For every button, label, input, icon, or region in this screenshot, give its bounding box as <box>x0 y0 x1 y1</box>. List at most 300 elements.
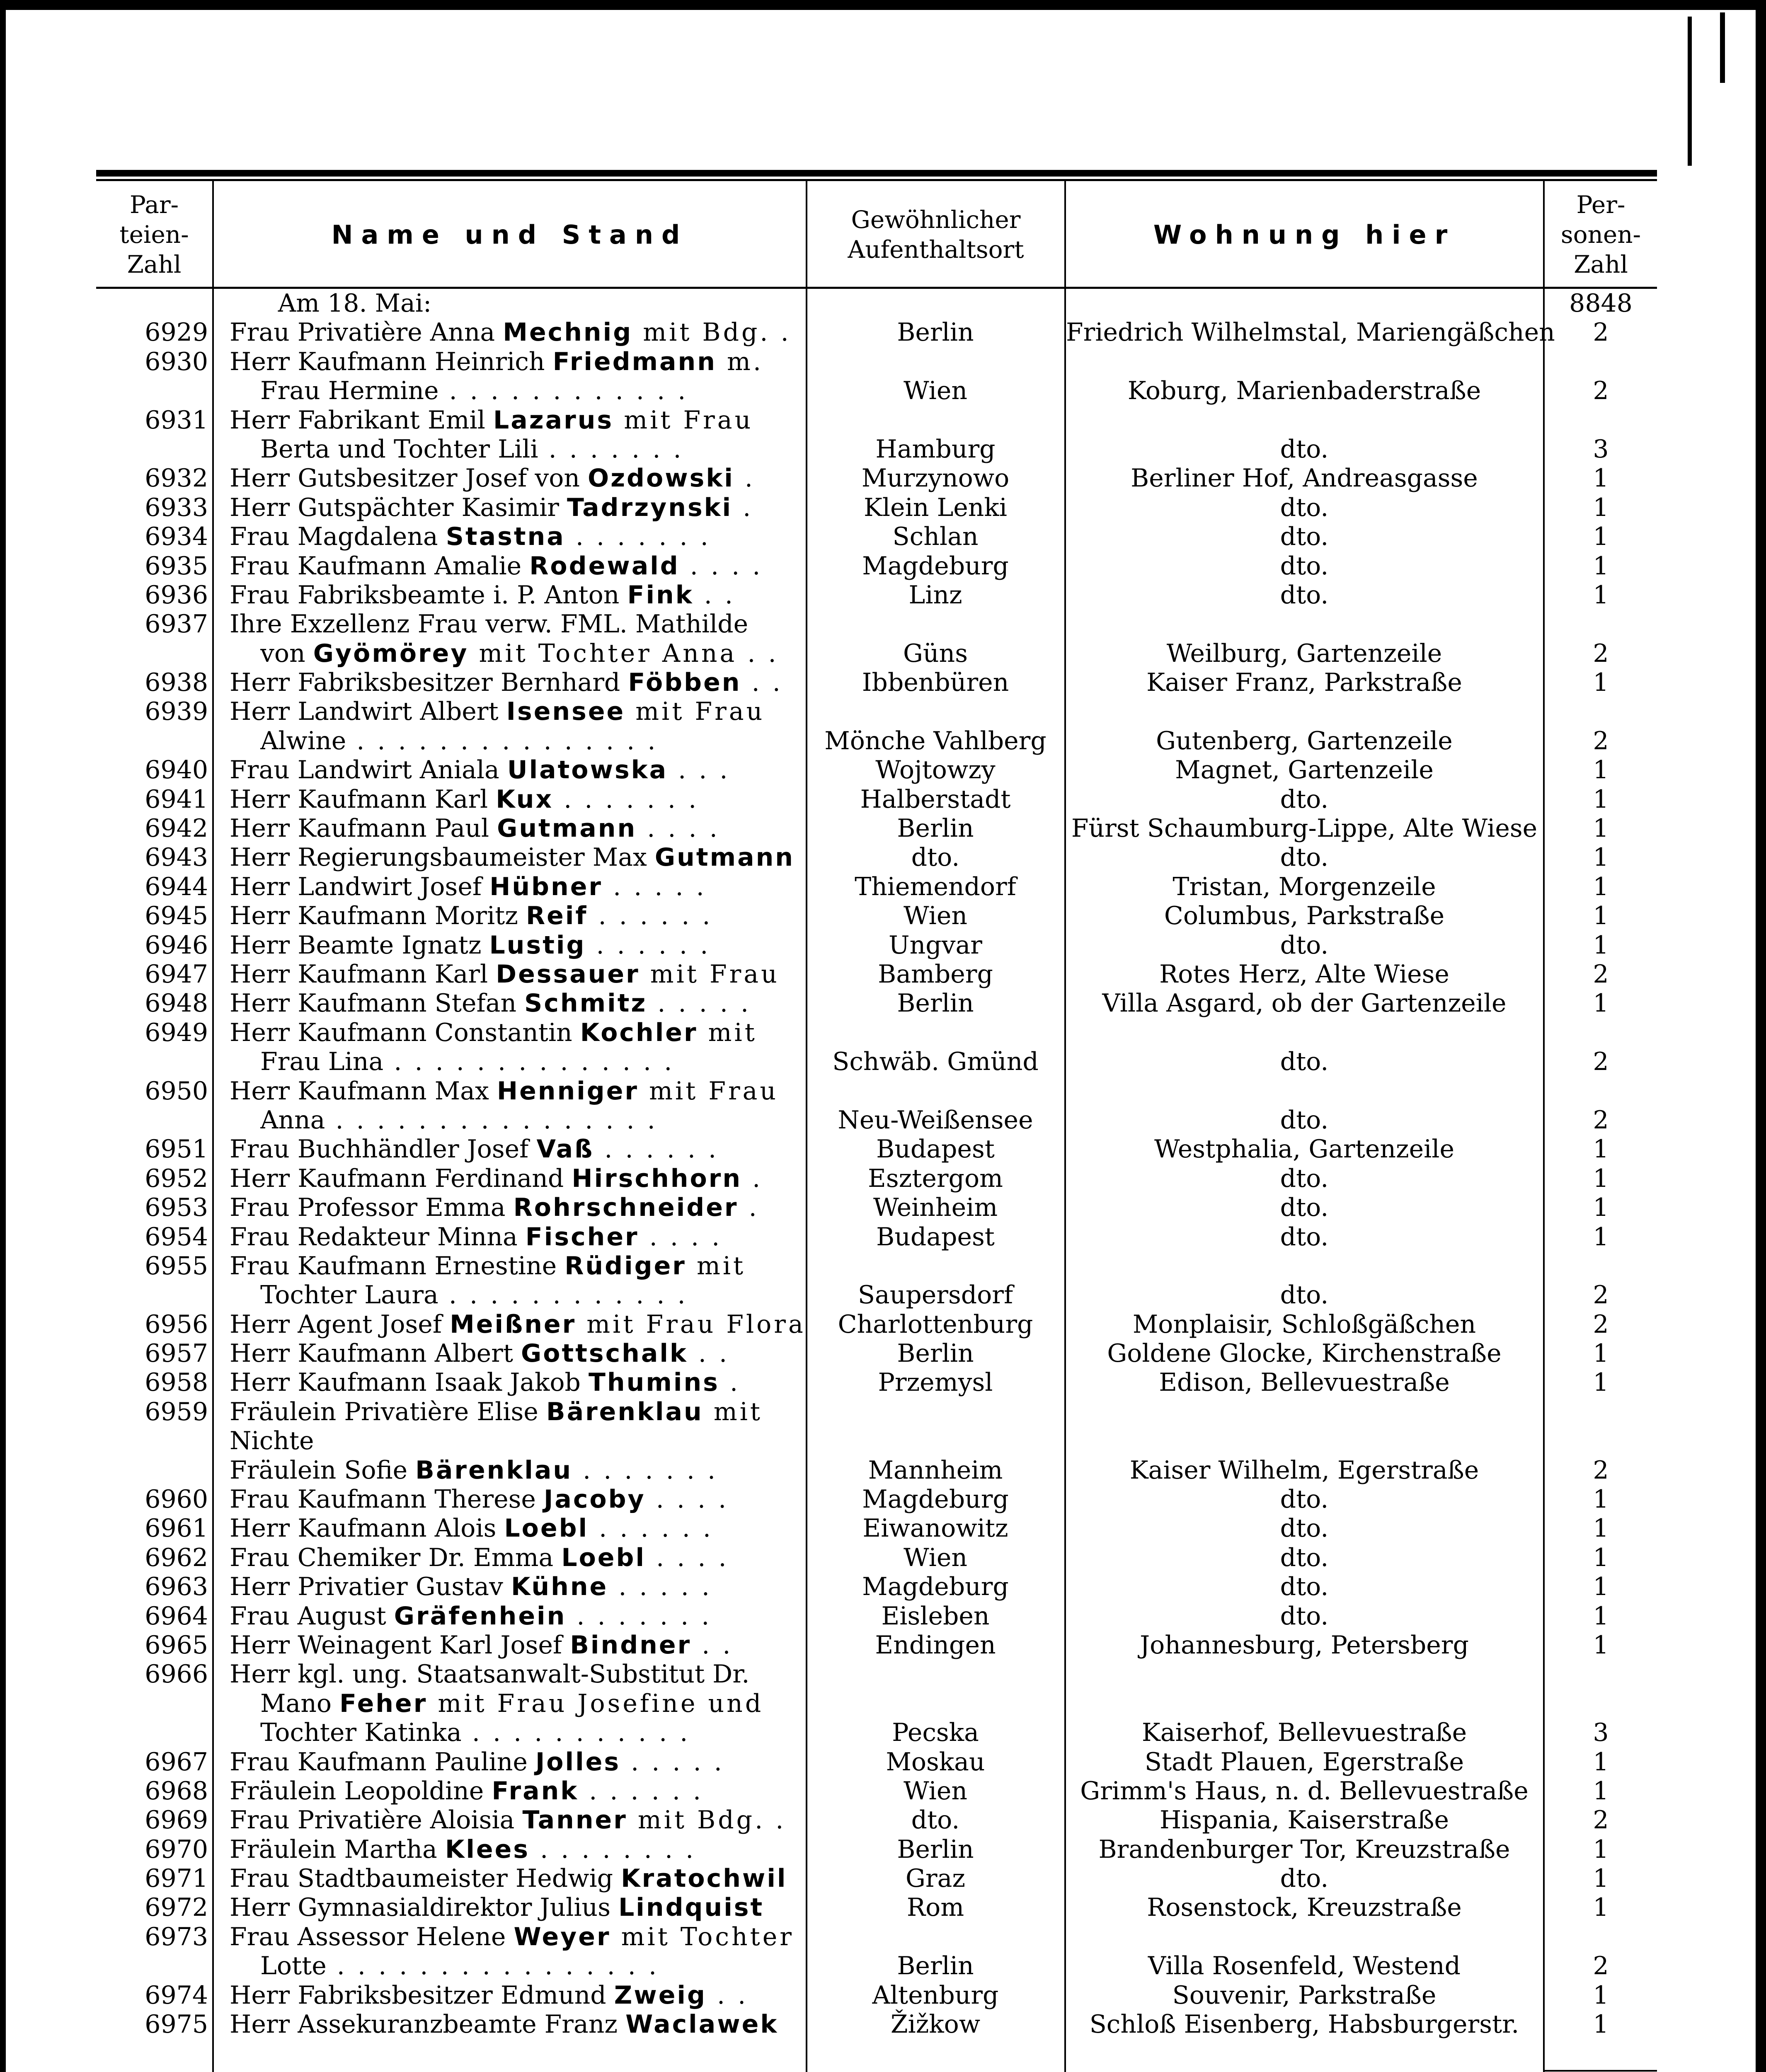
person-count: 1 <box>1593 784 1609 814</box>
table-row <box>96 1777 1657 1806</box>
guest-surname: Tadrzynski <box>567 493 733 522</box>
party-number: 6966 <box>145 1660 208 1689</box>
guest-suffix: . <box>732 493 753 522</box>
usual-residence: Güns <box>903 639 968 668</box>
guest-suffix: . . <box>691 1630 733 1660</box>
usual-residence: Weinheim <box>873 1193 998 1222</box>
guest-surname: Klees <box>445 1835 530 1864</box>
guest-title: Frau Stadtbaumeister Hedwig <box>230 1864 621 1893</box>
party-number: 6961 <box>145 1514 208 1543</box>
guest-name <box>260 1951 884 1980</box>
guest-title: Herr kgl. ung. Staatsanwalt-Substitut Dr. <box>230 1660 750 1689</box>
guest-title: Frau Kaufmann Therese <box>230 1485 544 1514</box>
guest-name <box>230 872 884 901</box>
table-row <box>96 1426 1657 1455</box>
guest-suffix: mit Tochter Anna . . <box>468 639 779 668</box>
guest-surname: Fink <box>627 580 694 610</box>
guest-name <box>230 318 884 347</box>
local-lodging: dto. <box>1280 522 1329 552</box>
scan-edge-top <box>0 0 1766 10</box>
guest-name <box>230 1835 884 1864</box>
person-count: 1 <box>1593 1835 1609 1864</box>
guest-name <box>230 901 884 930</box>
table-row <box>96 1193 1657 1222</box>
guest-surname: Rüdiger <box>564 1251 686 1280</box>
party-number: 6938 <box>145 668 208 697</box>
guest-surname: Hübner <box>489 872 603 901</box>
guest-title: Herr Gymnasialdirektor Julius <box>230 1893 619 1922</box>
usual-residence: Žižkow <box>890 2010 981 2039</box>
usual-residence: Magdeburg <box>862 1485 1009 1514</box>
guest-title: Frau Chemiker Dr. Emma <box>230 1543 562 1572</box>
guest-name <box>260 1718 884 1747</box>
guest-surname: Weyer <box>514 1922 611 1951</box>
guest-title: Herr Kaufmann Moritz <box>230 901 526 931</box>
table-row <box>96 1543 1657 1572</box>
person-count: 2 <box>1593 1951 1609 1981</box>
table-row <box>96 1397 1657 1426</box>
usual-residence: Esztergom <box>868 1164 1003 1193</box>
person-count: 2 <box>1593 1280 1609 1310</box>
guest-title: Herr Kaufmann Heinrich <box>230 347 553 376</box>
guest-suffix: . <box>734 464 755 493</box>
party-number: 6965 <box>145 1630 208 1660</box>
person-count: 3 <box>1593 1718 1609 1748</box>
usual-residence: Berlin <box>897 1951 974 1981</box>
usual-residence: Budapest <box>876 1135 995 1164</box>
guest-surname: Stastna <box>446 522 565 552</box>
party-number: 6943 <box>145 843 208 872</box>
local-lodging: dto. <box>1280 930 1329 960</box>
person-count: 1 <box>1593 843 1609 872</box>
local-lodging: dto. <box>1280 1572 1329 1602</box>
guest-surname: Waclawek <box>625 2010 779 2039</box>
party-number: 6960 <box>145 1485 208 1514</box>
table-row <box>96 1251 1657 1280</box>
table-row <box>96 639 1657 668</box>
guest-surname: Kux <box>496 784 554 814</box>
guest-surname: Rohrschneider <box>513 1193 739 1222</box>
guest-name <box>230 697 884 726</box>
guest-suffix: . . . . . <box>608 1572 712 1602</box>
guest-title: Frau Kaufmann Pauline <box>230 1747 535 1777</box>
guest-suffix: . . . . . <box>620 1747 724 1777</box>
guest-title: Alwine <box>260 726 346 755</box>
guest-name <box>230 960 884 989</box>
guest-surname: Gutmann <box>497 814 637 843</box>
local-lodging: Kaiser Franz, Parkstraße <box>1146 668 1462 697</box>
guest-surname: Friedmann <box>552 347 717 376</box>
local-lodging: Rotes Herz, Alte Wiese <box>1159 959 1449 989</box>
guest-surname: Gottschalk <box>521 1339 688 1368</box>
guest-name <box>230 1543 884 1572</box>
guest-title: Herr Agent Josef <box>230 1310 450 1339</box>
guest-suffix: . . <box>741 668 783 697</box>
table-row <box>96 726 1657 755</box>
guest-title: Herr Kaufmann Karl <box>230 959 496 989</box>
guest-name <box>230 1426 884 1455</box>
guest-surname: Jacoby <box>544 1485 646 1514</box>
person-count: 1 <box>1593 1893 1609 1922</box>
guest-name <box>260 639 884 668</box>
guest-title: Herr Landwirt Albert <box>230 697 506 726</box>
local-lodging: Johannesburg, Petersberg <box>1140 1630 1469 1660</box>
guest-name <box>260 1047 884 1076</box>
table-row <box>96 610 1657 639</box>
usual-residence: Przemysl <box>878 1368 993 1397</box>
guest-title: Herr Kaufmann Paul <box>230 814 497 843</box>
local-lodging: dto. <box>1280 493 1329 522</box>
local-lodging: dto. <box>1280 1164 1329 1193</box>
guest-name <box>230 1310 884 1339</box>
guest-suffix: . . . . . <box>603 872 707 901</box>
table-row <box>96 1077 1657 1106</box>
table-row <box>96 1572 1657 1601</box>
person-count: 1 <box>1593 522 1609 552</box>
guest-name <box>230 347 884 376</box>
guest-suffix: . . . . <box>639 1222 722 1251</box>
guest-title: Frau Lina <box>260 1047 384 1077</box>
guest-surname: Reif <box>526 901 588 931</box>
usual-residence: Klein Lenki <box>864 493 1007 522</box>
table-row <box>96 931 1657 960</box>
person-count: 1 <box>1593 1601 1609 1631</box>
local-lodging: Stadt Plauen, Egerstraße <box>1144 1747 1464 1777</box>
guest-surname: Lustig <box>489 930 586 960</box>
guest-suffix: . . <box>706 1980 749 2010</box>
guest-title: Herr Kaufmann Alois <box>230 1514 504 1543</box>
guest-surname: Thumins <box>589 1368 719 1397</box>
guest-surname: Ulatowska <box>507 755 668 785</box>
table-row <box>96 785 1657 814</box>
header-origin: Gewöhnlicher Aufenthaltsort <box>848 206 1024 264</box>
guest-suffix: . . . . . . . . . . . . . . . <box>346 726 658 755</box>
person-count: 2 <box>1593 1047 1609 1077</box>
guest-title: Herr Beamte Ignatz <box>230 930 489 960</box>
party-number: 6953 <box>145 1193 208 1222</box>
person-count: 1 <box>1593 1980 1609 2010</box>
person-count: 1 <box>1593 901 1609 931</box>
guest-name <box>230 2010 884 2039</box>
party-number: 6955 <box>145 1251 208 1280</box>
guest-name <box>230 1748 884 1777</box>
guest-title: Herr Assekuranzbeamte Franz <box>230 2010 626 2039</box>
party-number: 6949 <box>145 1018 208 1047</box>
guest-title: Herr Kaufmann Constantin <box>230 1018 580 1047</box>
guest-surname: Kochler <box>580 1018 698 1047</box>
party-number: 6947 <box>145 959 208 989</box>
usual-residence: Rom <box>906 1893 964 1922</box>
table-row <box>96 347 1657 376</box>
guest-title: Herr Kaufmann Karl <box>230 784 496 814</box>
guest-suffix: . . <box>688 1339 730 1368</box>
party-number: 6959 <box>145 1397 208 1426</box>
usual-residence: Linz <box>908 580 962 610</box>
table-row <box>96 1718 1657 1747</box>
date-label: Am 18. Mai: <box>278 289 432 318</box>
guest-suffix: . <box>742 1164 763 1193</box>
party-number: 6952 <box>145 1164 208 1193</box>
party-number: 6967 <box>145 1747 208 1777</box>
table-row <box>96 1660 1657 1689</box>
local-lodging: dto. <box>1280 551 1329 581</box>
party-number: 6963 <box>145 1572 208 1602</box>
local-lodging: Souvenir, Parkstraße <box>1172 1980 1437 2010</box>
guest-name <box>230 785 884 814</box>
person-count: 1 <box>1593 1193 1609 1222</box>
guest-title: Herr Privatier Gustav <box>230 1572 511 1602</box>
local-lodging: Magnet, Gartenzeile <box>1175 755 1434 785</box>
person-count: 2 <box>1593 1455 1609 1485</box>
guest-suffix: . . . <box>668 755 730 785</box>
local-lodging: dto. <box>1280 784 1329 814</box>
person-count: 1 <box>1593 989 1609 1018</box>
usual-residence: Halberstadt <box>860 784 1011 814</box>
person-count: 1 <box>1593 755 1609 785</box>
guest-title: Lotte <box>260 1951 327 1981</box>
guest-title: Fräulein Martha <box>230 1835 445 1864</box>
guest-surname: Rodewald <box>529 551 680 581</box>
usual-residence: Ibbenbüren <box>862 668 1009 697</box>
guest-title: Frau Redakteur Minna <box>230 1222 526 1251</box>
table-row <box>96 1018 1657 1047</box>
guest-title: Fräulein Privatière Elise <box>230 1397 546 1426</box>
guest-surname: Feher <box>339 1689 428 1718</box>
person-count: 2 <box>1593 639 1609 668</box>
guest-suffix: . . . . . . . <box>538 434 684 464</box>
guest-surname: Kühne <box>511 1572 608 1602</box>
guest-name <box>230 755 884 784</box>
party-number: 6958 <box>145 1368 208 1397</box>
table-row <box>96 318 1657 347</box>
usual-residence: Bamberg <box>878 959 993 989</box>
guest-title: Fräulein Sofie <box>230 1455 416 1485</box>
usual-residence: Schlan <box>892 522 979 552</box>
local-lodging: dto. <box>1280 1280 1329 1310</box>
party-number: 6951 <box>145 1135 208 1164</box>
party-number: 6929 <box>145 318 208 347</box>
header-name: Name und Stand <box>331 219 688 250</box>
table-row <box>96 1106 1657 1135</box>
party-number: 6946 <box>145 930 208 960</box>
guest-title: Frau Kaufmann Ernestine <box>230 1251 565 1280</box>
guest-suffix: . <box>719 1368 741 1397</box>
carry-total: 8848 <box>1569 289 1633 318</box>
guest-suffix: mit Frau Josefine und <box>427 1689 764 1718</box>
guest-title: Herr Kaufmann Ferdinand <box>230 1164 572 1193</box>
local-lodging: Berliner Hof, Andreasgasse <box>1131 464 1478 493</box>
table-row <box>96 493 1657 522</box>
table-row <box>96 406 1657 435</box>
table-row <box>96 1951 1657 1980</box>
top-rule <box>96 170 1657 177</box>
table-row <box>96 581 1657 610</box>
table-row <box>96 1602 1657 1631</box>
local-lodging: Hispania, Kaiserstraße <box>1160 1806 1449 1835</box>
table-row <box>96 2010 1657 2039</box>
table-row <box>96 1339 1657 1368</box>
guest-title: Frau Fabriksbeamte i. P. Anton <box>230 580 627 610</box>
guest-name <box>230 581 884 610</box>
guest-title: Frau Landwirt Aniala <box>230 755 507 785</box>
guest-title: Herr Weinagent Karl Josef <box>230 1630 570 1660</box>
person-count: 1 <box>1593 1135 1609 1164</box>
guest-name <box>230 931 884 960</box>
person-count: 3 <box>1593 434 1609 464</box>
guest-title: Frau Professor Emma <box>230 1193 514 1222</box>
person-count: 1 <box>1593 668 1609 697</box>
guest-title: Frau August <box>230 1601 394 1631</box>
party-number: 6935 <box>145 551 208 581</box>
guest-title: Berta und Tochter Lili <box>260 434 538 464</box>
usual-residence: Mannheim <box>868 1455 1003 1485</box>
table-row <box>96 1368 1657 1397</box>
guest-suffix: m. <box>716 347 764 376</box>
guest-surname: Henniger <box>497 1076 639 1106</box>
guest-name <box>230 1893 884 1922</box>
party-number: 6957 <box>145 1339 208 1368</box>
guest-name <box>230 843 884 872</box>
usual-residence: Wien <box>904 376 967 406</box>
guest-suffix: . . . . <box>645 1485 729 1514</box>
guest-suffix: mit Frau Flora <box>576 1310 806 1339</box>
usual-residence: Moskau <box>886 1747 985 1777</box>
guest-surname: Tanner <box>522 1806 627 1835</box>
table-row <box>96 1164 1657 1193</box>
person-count: 2 <box>1593 959 1609 989</box>
usual-residence: Berlin <box>897 989 974 1018</box>
guest-name <box>230 1485 884 1514</box>
usual-residence: Eiwanowitz <box>862 1514 1008 1543</box>
person-count: 2 <box>1593 1310 1609 1339</box>
usual-residence: Berlin <box>897 1835 974 1864</box>
guest-surname: Bärenklau <box>546 1397 703 1426</box>
person-count: 2 <box>1593 1105 1609 1135</box>
guest-suffix: . . . . . . <box>586 930 711 960</box>
guest-surname: Lindquist <box>618 1893 764 1922</box>
guest-suffix: mit Bdg. . <box>632 318 791 347</box>
local-lodging: dto. <box>1280 843 1329 872</box>
date-row <box>96 289 1657 318</box>
party-number: 6974 <box>145 1980 208 2010</box>
usual-residence: Wien <box>904 1776 967 1806</box>
local-lodging: Kaiser Wilhelm, Egerstraße <box>1129 1455 1479 1485</box>
guest-title: Nichte <box>230 1426 314 1456</box>
guest-surname: Föbben <box>628 668 741 697</box>
person-count: 2 <box>1593 1806 1609 1835</box>
party-number: 6941 <box>145 784 208 814</box>
guest-surname: Gyömörey <box>313 639 469 668</box>
usual-residence: Neu-Weißensee <box>838 1105 1033 1135</box>
usual-residence: Endingen <box>875 1630 996 1660</box>
guest-surname: Bindner <box>570 1630 692 1660</box>
person-count: 1 <box>1593 1485 1609 1514</box>
guest-surname: Hirschhorn <box>572 1164 742 1193</box>
person-count: 2 <box>1593 318 1609 347</box>
usual-residence: Berlin <box>897 814 974 843</box>
guest-surname: Mechnig <box>503 318 633 347</box>
guest-surname: Ozdowski <box>588 464 734 493</box>
person-count: 1 <box>1593 2010 1609 2039</box>
guest-surname: Isensee <box>506 697 625 726</box>
table-row <box>96 1485 1657 1514</box>
usual-residence: Berlin <box>897 1339 974 1368</box>
guest-title: Herr Kaufmann Max <box>230 1076 497 1106</box>
table-row <box>96 1456 1657 1485</box>
table-row <box>96 1864 1657 1893</box>
usual-residence: Hamburg <box>875 434 996 464</box>
local-lodging: Westphalia, Gartenzeile <box>1154 1135 1454 1164</box>
person-count: 1 <box>1593 1222 1609 1251</box>
local-lodging: Goldene Glocke, Kirchenstraße <box>1107 1339 1502 1368</box>
person-count: 1 <box>1593 493 1609 522</box>
party-number: 6950 <box>145 1076 208 1106</box>
party-number: 6930 <box>145 347 208 376</box>
entry-list <box>96 289 1657 2039</box>
party-number: 6962 <box>145 1543 208 1572</box>
guest-surname: Gutmann <box>654 843 795 872</box>
local-lodging: dto. <box>1280 1514 1329 1543</box>
local-lodging: dto. <box>1280 580 1329 610</box>
party-number: 6936 <box>145 580 208 610</box>
guest-title: Ihre Exzellenz Frau verw. FML. Mathilde <box>230 610 749 639</box>
person-count: 1 <box>1593 1630 1609 1660</box>
guest-list-table <box>96 170 1657 2072</box>
guest-suffix: . . . . . . . . . . . . <box>438 1280 688 1310</box>
guest-name <box>230 1222 884 1251</box>
header-residence: Wohnung hier <box>1153 219 1456 250</box>
party-number: 6956 <box>145 1310 208 1339</box>
guest-surname: Meißner <box>450 1310 577 1339</box>
local-lodging: dto. <box>1280 1864 1329 1893</box>
usual-residence: dto. <box>911 843 960 872</box>
local-lodging: Friedrich Wilhelmstal, Mariengäßchen <box>1066 318 1555 347</box>
guest-title: Fräulein Leopoldine <box>230 1776 492 1806</box>
guest-suffix: . . . . . . <box>579 1776 704 1806</box>
scan-edge-right <box>1756 0 1766 2072</box>
guest-title: Tochter Laura <box>260 1280 438 1310</box>
guest-title: Herr Gutspächter Kasimir <box>230 493 567 522</box>
guest-surname: Loebl <box>561 1543 646 1572</box>
table-row <box>96 697 1657 726</box>
usual-residence: Graz <box>906 1864 965 1893</box>
guest-title: von <box>260 639 313 668</box>
table-row <box>96 755 1657 784</box>
party-number: 6964 <box>145 1601 208 1631</box>
usual-residence: Saupersdorf <box>858 1280 1013 1310</box>
local-lodging: dto. <box>1280 1047 1329 1077</box>
usual-residence: dto. <box>911 1806 960 1835</box>
party-number: 6939 <box>145 697 208 726</box>
guest-suffix: mit Frau <box>640 959 780 989</box>
guest-suffix: mit <box>686 1251 746 1280</box>
table-row <box>96 552 1657 581</box>
table-row <box>96 814 1657 843</box>
guest-suffix: mit <box>698 1018 757 1047</box>
party-number: 6934 <box>145 522 208 552</box>
guest-suffix: . . . . . . . . <box>530 1835 696 1864</box>
usual-residence: Magdeburg <box>862 551 1009 581</box>
guest-title: Herr Regierungsbaumeister Max <box>230 843 655 872</box>
local-lodging: dto. <box>1280 1222 1329 1251</box>
local-lodging: Villa Asgard, ob der Gartenzeile <box>1102 989 1507 1018</box>
guest-name <box>230 522 884 551</box>
guest-suffix: . . . . . . . . . . . . . . . . <box>325 1105 658 1135</box>
guest-title: Frau Buchhändler Josef <box>230 1135 537 1164</box>
guest-name <box>230 1777 884 1806</box>
table-row <box>96 1631 1657 1660</box>
guest-name <box>230 1397 884 1426</box>
